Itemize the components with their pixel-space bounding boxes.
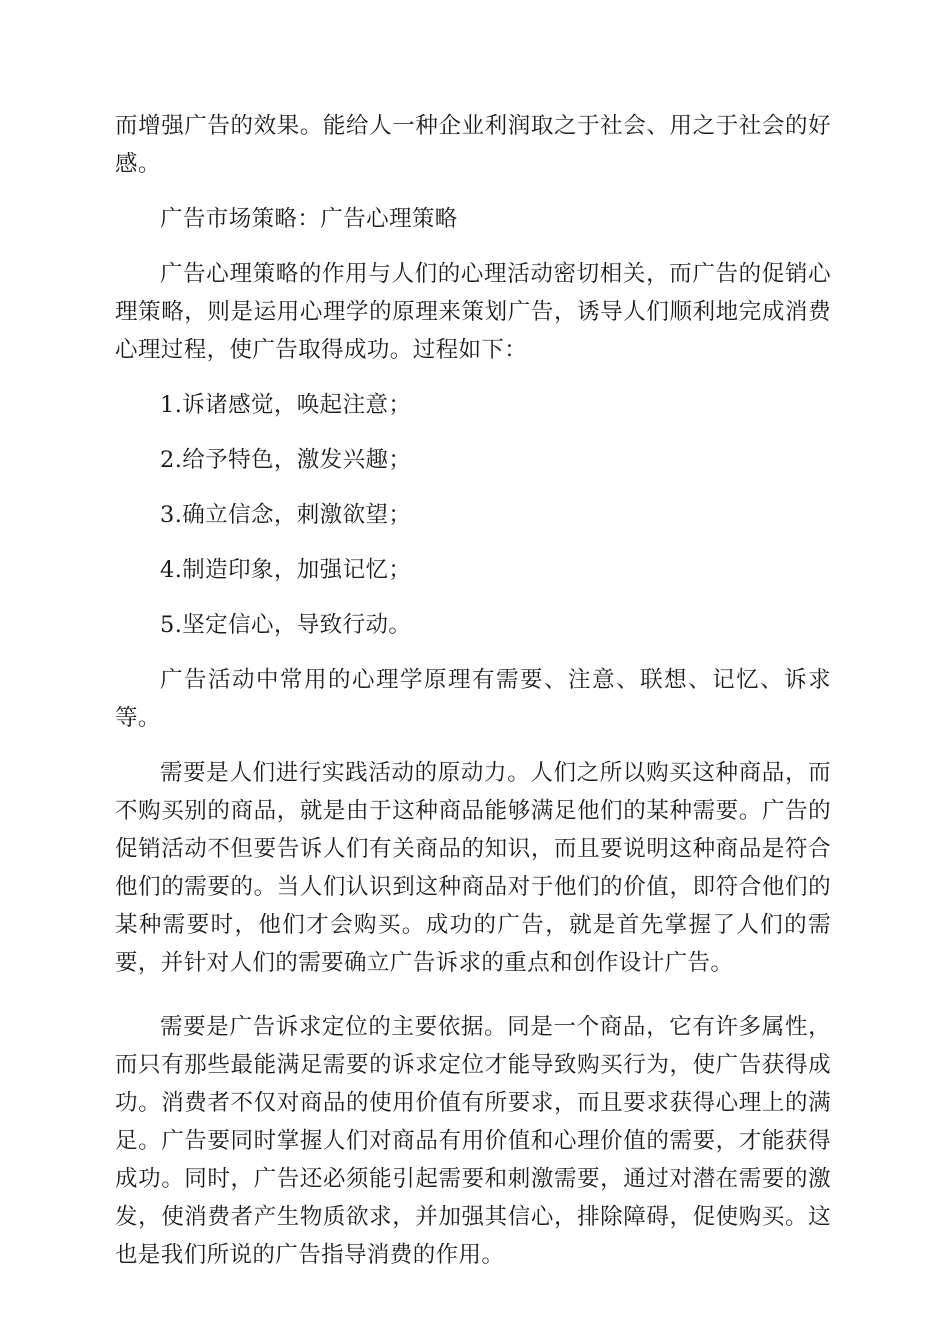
step-item-4: 4.制造印象，加强记忆； xyxy=(160,557,412,583)
principles-paragraph: 广告活动中常用的心理学原理有需要、注意、联想、记忆、诉求等。 xyxy=(115,667,831,731)
need-paragraph-1: 需要是人们进行实践活动的原动力。人们之所以购买这种商品，而不购买别的商品，就是由于这种商品能够满足他们的某种需要。广告的促销活动不但要告诉人们有关商品的知识，而且要说明这种商品是符合他们的需要的。当人们认识到这种商品对于他们的价值，即符合他们的某种需要时，他们才会购买。成功的广告，就是首先掌握了人们的需要，并针对人们的需要确立广告诉求的重点和创作设计广告。 xyxy=(115,760,831,976)
continuation-paragraph: 而增强广告的效果。能给人一种企业利润取之于社会、用之于社会的好感。 xyxy=(115,113,831,177)
document-body xyxy=(115,107,831,1291)
intro-paragraph: 广告心理策略的作用与人们的心理活动密切相关，而广告的促销心理策略，则是运用心理学的原理来策划广告，诱导人们顺利地完成消费心理过程，使广告取得成功。过程如下： xyxy=(115,261,831,363)
section-heading: 广告市场策略：广告心理策略 xyxy=(160,206,458,232)
step-item-3: 3.确立信念，刺激欲望； xyxy=(160,502,412,528)
step-item-2: 2.给予特色，激发兴趣； xyxy=(160,447,412,473)
step-item-5: 5.坚定信心，导致行动。 xyxy=(160,612,412,638)
step-item-1: 1.诉诸感觉，唤起注意； xyxy=(160,392,412,418)
need-paragraph-2: 需要是广告诉求定位的主要依据。同是一个商品，它有许多属性，而只有那些最能满足需要的诉求定位才能导致购买行为，使广告获得成功。消费者不仅对商品的使用价值有所要求，而且要求获得心理上的满足。广告要同时掌握人们对商品有用价值和心理价值的需要，才能获得成功。同时，广告还必须能引起需要和刺激需要，通过对潜在需要的激发，使消费者产生物质欲求，并加强其信心，排除障碍，促使购买。这也是我们所说的广告指导消费的作用。 xyxy=(115,1014,831,1268)
